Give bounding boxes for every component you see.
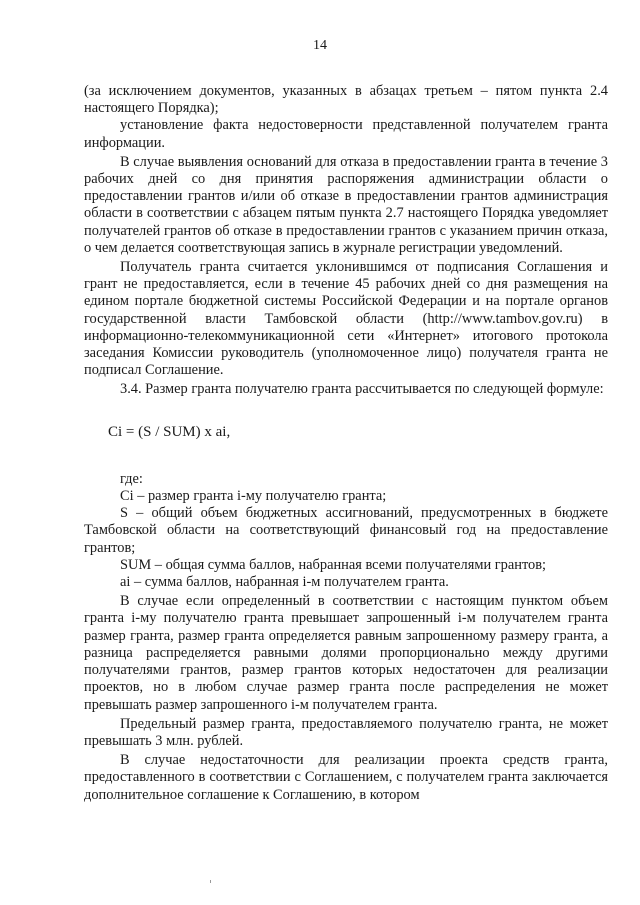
paragraph-5: 3.4. Размер гранта получателю гранта рассчитывается по следующей формуле: [120,381,604,398]
definition-sum: SUM – общая сумма баллов, набранная всеми получателями грантов; [120,556,547,573]
definition-ai: ai – сумма баллов, набранная i-м получателем гранта. [120,574,449,591]
paragraph-4: Получатель гранта считается уклонившимся от подписания Соглашения и грант не предоставляется, если в течение 45 рабочих дней со дня размещения на едином портале бюджетной системы Российской Федерации и на портале органов государственной власти Тамбовской области (http://www.tambov.gov.ru) в информационно-телекоммуникационной сети «Интернет» итогового протокола заседания Комиссии руководитель (уполномоченное лицо) получателя гранта не подписал Соглашение. [84,259,608,379]
page-number: 14 [313,38,327,53]
definition-s: S – общий объем бюджетных ассигнований, предусмотренных в бюджете Тамбовской области на соответствующий финансовый год на предоставление грантов; [84,505,608,556]
paragraph-1: (за исключением документов, указанных в абзацах третьем – пятом пункта 2.4 настоящего Порядка); [84,83,608,117]
paragraph-11: В случае если определенный в соответствии с настоящим пунктом объем гранта i-му получателю гранта превышает запрошенный i-м получателем гранта размер гранта, размер гранта определяется равным запрошенному размеру гранта, а разница распределяется равными долями пропорционально между другими получателями грантов, размер грантов которых недостаточен для реализации проектов, но в любом случае размер гранта после распределения не может превышать размер запрошенного i-м получателем гранта. [84,593,608,713]
document-body [84,83,608,804]
formula: Ci = (S / SUM) x ai, [108,423,231,440]
paragraph-3: В случае выявления оснований для отказа в предоставлении гранта в течение 3 рабочих дней со дня принятия распоряжения администрации области о предоставлении грантов и/или об отказе в предоставлении грантов администрация области в соответствии с абзацем пятым пункта 2.7 настоящего Порядка уведомляет получателей грантов об отказе в предоставлении грантов с указанием причин отказа, о чем делается соответствующая запись в журнале регистрации уведомлений. [84,153,608,256]
paragraph-where: где: [120,470,143,487]
scan-mark [210,880,211,883]
definition-ci: Ci – размер гранта i-му получателю гранта; [120,488,387,505]
paragraph-13: В случае недостаточности для реализации проекта средств гранта, предоставленного в соответствии с Соглашением, с получателем гранта заключается дополнительное соглашение к Соглашению, в котором [84,752,608,803]
paragraph-12: Предельный размер гранта, предоставляемого получателю гранта, не может превышать 3 млн. рублей. [84,715,608,749]
paragraph-2: установление факта недостоверности представленной получателем гранта информации. [84,117,608,151]
